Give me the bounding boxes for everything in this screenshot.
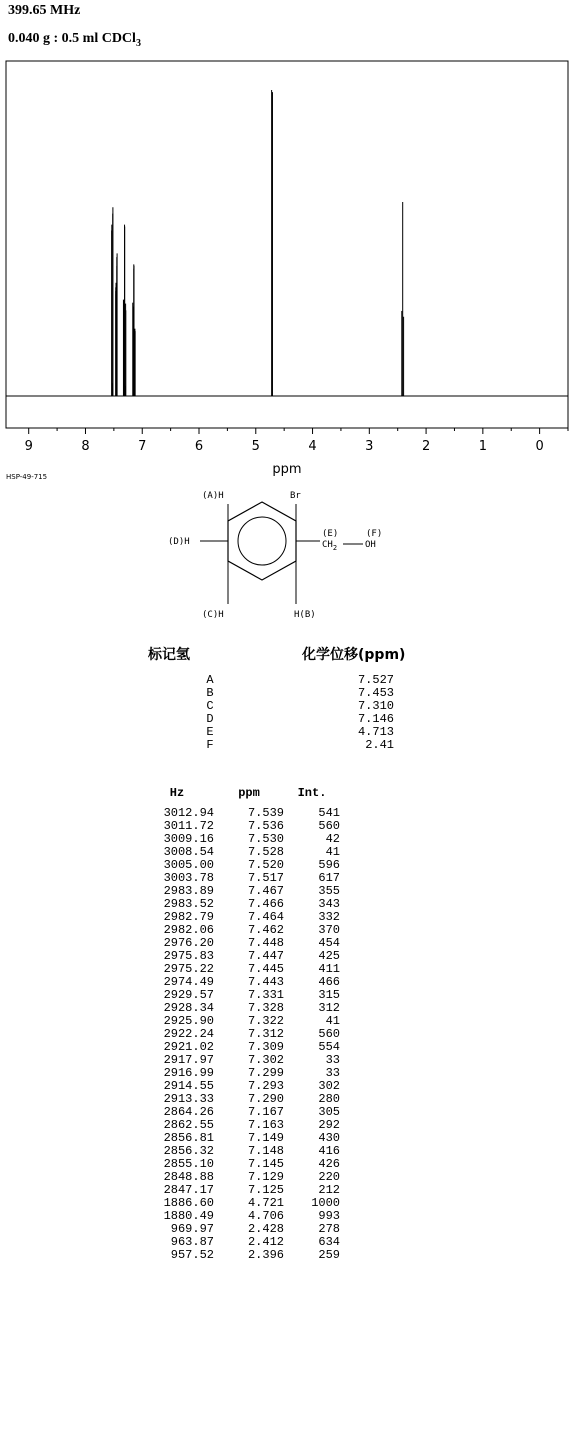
assignment-shift: 7.310 [357,699,394,713]
peak-int: 42 [325,832,340,846]
label-a: (A)H [202,491,224,501]
assignment-row [196,739,394,752]
aromatic-circle [238,517,286,565]
peak-hz: 2847.17 [163,1183,214,1197]
nmr-spectrum-chart [0,58,570,476]
peak-int: 312 [318,1001,340,1015]
peak-hz: 2916.99 [163,1066,214,1080]
peak-hz: 2921.02 [163,1040,214,1054]
col-int: Int. [297,786,327,800]
peak-ppm: 7.309 [247,1040,284,1054]
peak-hz: 2848.88 [163,1170,214,1184]
spectrum-peaks [112,90,404,396]
molecule-structure [150,484,410,624]
peak-ppm: 7.536 [247,819,284,833]
peak-hz: 2983.89 [163,884,214,898]
peak-int: 596 [318,858,340,872]
peak-ppm: 7.328 [247,1001,284,1015]
peak-ppm: 7.445 [247,962,284,976]
peak-int: 411 [318,962,340,976]
assignment-header-shift: 化学位移(ppm) [302,647,406,663]
assignment-shift: 7.527 [357,673,394,687]
table-row [140,1223,340,1236]
peak-ppm: 7.331 [247,988,284,1002]
x-tick-label: 8 [81,439,90,454]
peak-hz: 3008.54 [163,845,214,859]
peak-int: 634 [318,1235,340,1249]
peak-hz: 3012.94 [163,806,214,820]
peak-hz: 2855.10 [163,1157,214,1171]
peak-ppm: 2.396 [247,1248,284,1262]
spectrometer-frequency: 399.65 MHz [8,3,81,18]
peak-int: 41 [325,845,340,859]
peak-int: 426 [318,1157,340,1171]
peak-int: 220 [318,1170,340,1184]
peak-hz: 2975.22 [163,962,214,976]
peak-hz: 2976.20 [163,936,214,950]
x-tick-label: 5 [251,439,260,454]
peak-int: 993 [318,1209,340,1223]
peak-int: 278 [318,1222,340,1236]
peak-ppm: 7.517 [247,871,284,885]
peak-ppm: 7.299 [247,1066,284,1080]
peak-int: 560 [318,1027,340,1041]
peak-hz: 2928.34 [163,1001,214,1015]
peak-hz: 2982.79 [163,910,214,924]
peak-hz: 2864.26 [163,1105,214,1119]
peak-ppm: 7.148 [247,1144,284,1158]
assignment-shift: 7.453 [357,686,394,700]
peak-ppm: 7.448 [247,936,284,950]
assignment-shift: 2.41 [365,738,394,752]
peak-ppm: 7.539 [247,806,284,820]
peak-hz: 963.87 [170,1235,214,1249]
peak-int: 355 [318,884,340,898]
x-tick-label: 6 [194,439,204,454]
peak-ppm: 2.412 [247,1235,284,1249]
peak-int: 425 [318,949,340,963]
peak-ppm: 7.462 [247,923,284,937]
x-tick-label: 3 [365,439,374,454]
peak-ppm: 7.528 [247,845,284,859]
assignment-shift: 4.713 [357,725,394,739]
peak-int: 259 [318,1248,340,1262]
peak-ppm: 7.447 [247,949,284,963]
label-f: (F) [366,529,383,539]
peak-ppm: 7.145 [247,1157,284,1171]
label-oh: OH [365,540,376,550]
x-axis-label: ppm [272,462,302,476]
sample-id: HSP-49-715 [6,473,48,481]
peak-hz: 2856.81 [163,1131,214,1145]
label-b: H(B) [294,610,316,620]
peak-int: 33 [325,1066,340,1080]
peak-hz: 2917.97 [163,1053,214,1067]
peak-ppm: 7.149 [247,1131,284,1145]
peak-ppm: 4.721 [247,1196,284,1210]
peak-int: 292 [318,1118,340,1132]
assignment-label: F [206,738,214,752]
peak-hz: 2856.32 [163,1144,214,1158]
x-axis-ticks [25,428,544,454]
peak-int: 280 [318,1092,340,1106]
assignment-shift: 7.146 [357,712,394,726]
peak-ppm: 7.464 [247,910,284,924]
peak-hz: 3011.72 [163,819,214,833]
peak-ppm: 7.312 [247,1027,284,1041]
peak-int: 554 [318,1040,340,1054]
peak-ppm: 7.125 [247,1183,284,1197]
assignment-label: E [206,725,214,739]
col-hz: Hz [169,786,185,800]
peak-int: 302 [318,1079,340,1093]
peak-ppm: 7.530 [247,832,284,846]
peak-int: 1000 [311,1196,340,1210]
peak-ppm: 7.443 [247,975,284,989]
peak-hz: 2974.49 [163,975,214,989]
peak-hz: 1880.49 [163,1209,214,1223]
peak-ppm: 2.428 [247,1222,284,1236]
peak-int: 416 [318,1144,340,1158]
peak-table [140,787,340,1262]
peak-int: 343 [318,897,340,911]
peak-ppm: 7.293 [247,1079,284,1093]
x-tick-label: 2 [421,439,431,454]
peak-ppm: 7.290 [247,1092,284,1106]
label-br: Br [290,491,301,501]
peak-ppm: 7.466 [247,897,284,911]
peak-int: 454 [318,936,340,950]
peak-ppm: 4.706 [247,1209,284,1223]
peak-hz: 2925.90 [163,1014,214,1028]
label-d: (D)H [168,537,190,547]
peak-hz: 2929.57 [163,988,214,1002]
col-ppm: ppm [238,786,260,800]
peak-hz: 2982.06 [163,923,214,937]
peak-int: 212 [318,1183,340,1197]
peak-hz: 3003.78 [163,871,214,885]
peak-int: 617 [318,871,340,885]
peak-int: 33 [325,1053,340,1067]
peak-int: 466 [318,975,340,989]
peak-hz: 2983.52 [163,897,214,911]
peak-hz: 2975.83 [163,949,214,963]
peak-ppm: 7.163 [247,1118,284,1132]
table-row [140,1249,340,1262]
peak-ppm: 7.322 [247,1014,284,1028]
peak-hz: 3005.00 [163,858,214,872]
peak-int: 315 [318,988,340,1002]
x-tick-label: 0 [535,439,544,454]
peak-hz: 969.97 [170,1222,214,1236]
peak-ppm: 7.520 [247,858,284,872]
peak-table-header [140,787,340,807]
x-tick-label: 9 [24,439,33,454]
assignment-label: D [206,712,214,726]
peak-int: 560 [318,819,340,833]
peak-hz: 957.52 [170,1248,214,1262]
peak-ppm: 7.302 [247,1053,284,1067]
assignment-label: C [206,699,214,713]
peak-int: 430 [318,1131,340,1145]
table-row [140,1210,340,1223]
sample-text: 0.040 g : 0.5 ml CDCl [8,31,136,46]
assignment-label: B [206,686,214,700]
assignment-header-label: 标记氢 [148,647,190,663]
peak-ppm: 7.467 [247,884,284,898]
label-e: (E) [322,529,339,539]
sample-concentration [8,31,141,49]
peak-int: 305 [318,1105,340,1119]
peak-ppm: 7.129 [247,1170,284,1184]
assignment-table [196,674,394,752]
peak-int: 332 [318,910,340,924]
x-tick-label: 4 [308,439,317,454]
peak-hz: 2862.55 [163,1118,214,1132]
peak-hz: 1886.60 [163,1196,214,1210]
peak-int: 541 [318,806,340,820]
label-c: (C)H [202,610,224,620]
peak-int: 370 [318,923,340,937]
peak-ppm: 7.167 [247,1105,284,1119]
assignment-label: A [206,673,214,687]
peak-hz: 2914.55 [163,1079,214,1093]
peak-int: 41 [325,1014,340,1028]
x-tick-label: 7 [138,439,147,454]
peak-hz: 2922.24 [163,1027,214,1041]
x-tick-label: 1 [478,439,487,454]
label-ch2: $CH_2$ [322,540,338,552]
table-row [140,1236,340,1249]
sample-subscript: 3 [135,37,141,49]
plot-frame [6,61,568,428]
peak-hz: 3009.16 [163,832,214,846]
peak-hz: 2913.33 [163,1092,214,1106]
